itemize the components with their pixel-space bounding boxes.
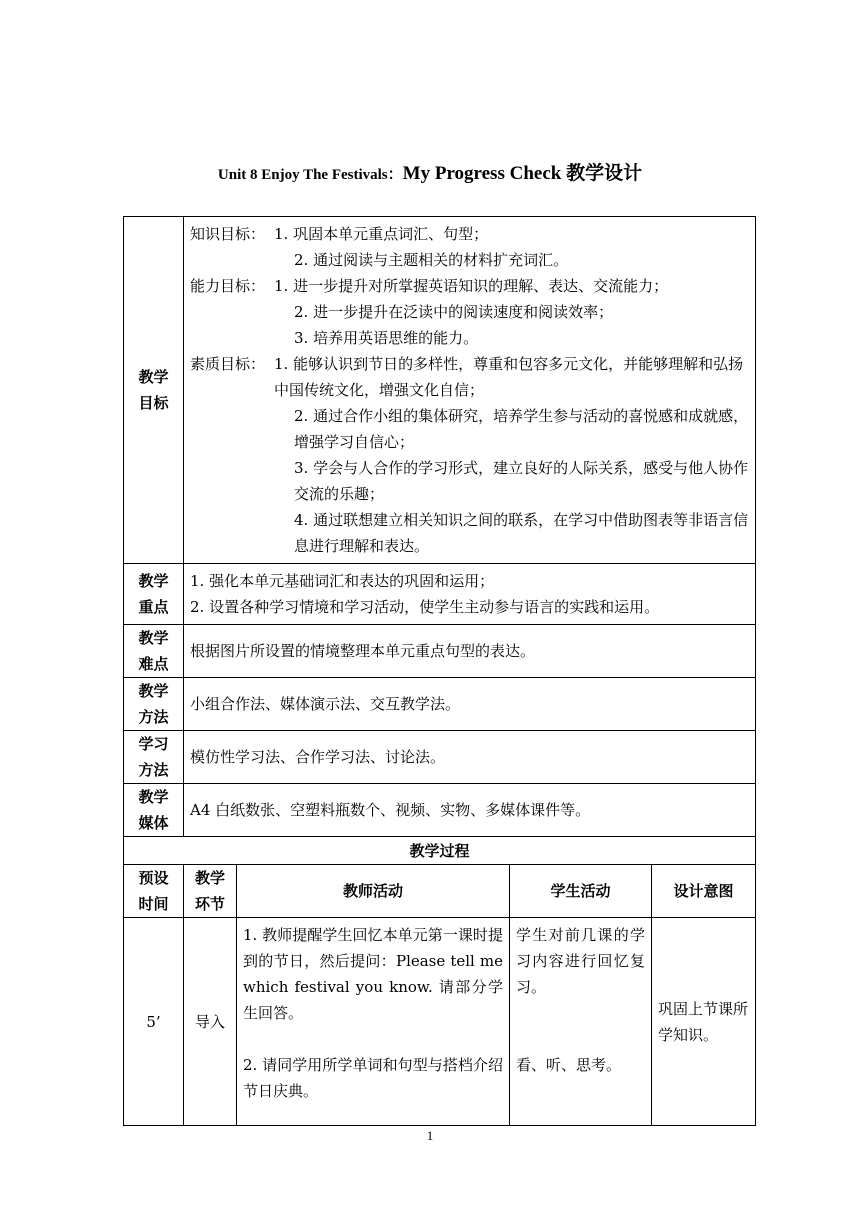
methods-label: 教学方法 [124,678,184,731]
document-title [0,158,860,185]
col-time-header: 预设时间 [124,865,184,918]
quality-goal-3: 3. 学会与人合作的学习形式，建立良好的人际关系，感受与他人协作交流的乐趣； [294,459,749,503]
goals-content [184,217,756,564]
key-points-label: 教学重点 [124,564,184,625]
col-intent-header: 设计意图 [652,865,756,918]
difficulties-text: 根据图片所设置的情境整理本单元重点句型的表达。 [184,625,756,678]
knowledge-goal-2: 2. 通过阅读与主题相关的材料扩充词汇。 [294,251,569,269]
row-teacher-activity [237,918,510,1126]
teacher-activity-2: 2. 请同学用所学单词和句型与搭档介绍节日庆典。 [243,1056,503,1100]
col-student-header: 学生活动 [510,865,652,918]
knowledge-goal-1: 知识目标： 1. 巩固本单元重点词汇、句型； [190,225,489,243]
ability-goal-2: 2. 进一步提升在泛读中的阅读速度和阅读效率； [294,303,614,321]
key-point-1: 1. 强化本单元基础词汇和表达的巩固和运用； [190,572,495,590]
media-label: 教学媒体 [124,784,184,837]
title-part1: Unit 8 Enjoy The Festivals： [217,167,403,183]
row-stage: 导入 [184,918,237,1126]
process-heading: 教学过程 [124,837,756,865]
media-text: A4 白纸数张、空塑料瓶数个、视频、实物、多媒体课件等。 [184,784,756,837]
ability-goal-1: 能力目标： 1. 进一步提升对所掌握英语知识的理解、表达、交流能力； [190,277,669,295]
methods-text: 小组合作法、媒体演示法、交互教学法。 [184,678,756,731]
row-student-activity [510,918,652,1126]
learning-text: 模仿性学习法、合作学习法、讨论法。 [184,731,756,784]
student-activity-2: 看、听、思考。 [516,1056,622,1074]
row-intent: 巩固上节课所学知识。 [652,918,756,1126]
key-points-content [184,564,756,625]
page-number: 1 [426,1128,434,1143]
title-part2: My Progress Check 教学设计 [402,163,643,184]
col-stage-header: 教学环节 [184,865,237,918]
row-time: 5’ [124,918,184,1126]
col-teacher-header: 教师活动 [237,865,510,918]
teacher-activity-1: 1. 教师提醒学生回忆本单元第一课时提到的节日，然后提问：Please tell me which festival you know. 请部分学生回答。 [243,926,503,1022]
learning-label: 学习方法 [124,731,184,784]
table-row [124,918,756,1126]
key-point-2: 2. 设置各种学习情境和学习活动，使学生主动参与语言的实践和运用。 [190,598,660,616]
lesson-plan-table [123,216,756,1126]
goals-label: 教学目标 [124,217,184,564]
quality-goal-2: 2. 通过合作小组的集体研究，培养学生参与活动的喜悦感和成就感，增强学习自信心； [294,407,749,451]
ability-goal-3: 3. 培养用英语思维的能力。 [294,329,479,347]
student-activity-1: 学生对前几课的学习内容进行回忆复习。 [516,926,645,996]
quality-goal-1: 素质目标： 1. 能够认识到节日的多样性，尊重和包容多元文化，并能够理解和弘扬中国传统文化，增强文化自信； [190,355,744,399]
quality-goal-4: 4. 通过联想建立相关知识之间的联系，在学习中借助图表等非语言信息进行理解和表达。 [294,511,749,555]
difficulties-label: 教学难点 [124,625,184,678]
